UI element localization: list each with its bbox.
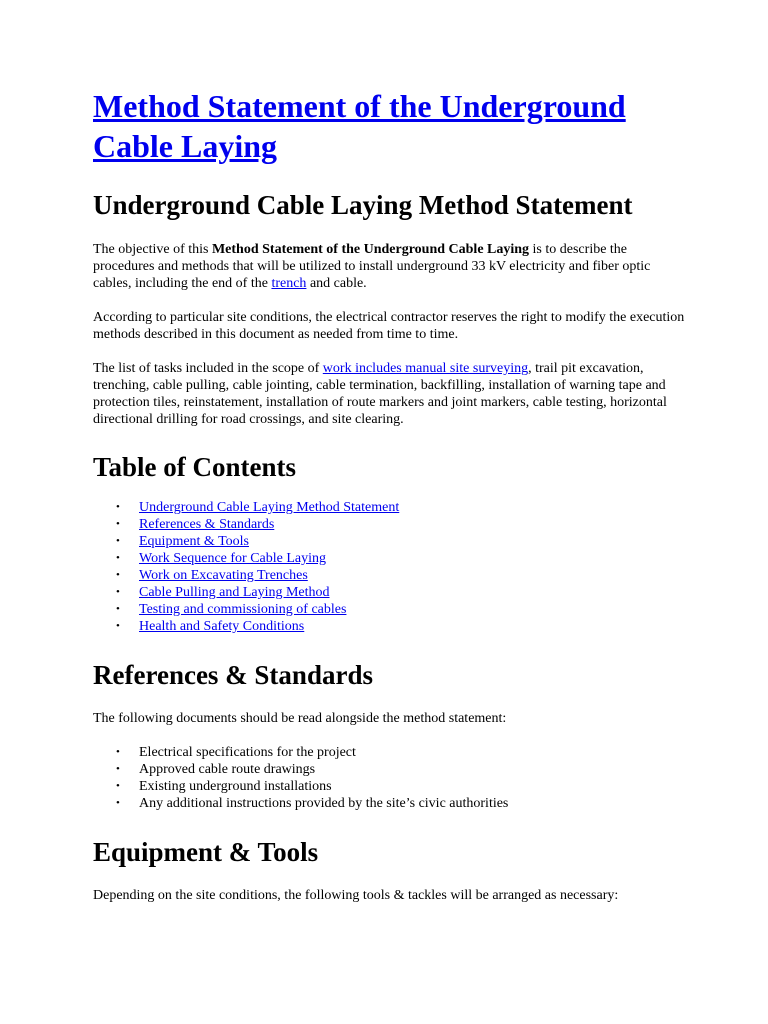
reference-item	[93, 761, 688, 778]
references-list	[93, 744, 688, 812]
toc-item[interactable]	[93, 584, 688, 601]
reference-text: Electrical specifications for the project	[139, 745, 356, 760]
heading-references: References & Standards	[93, 660, 373, 690]
intro-paragraph-3	[93, 360, 688, 428]
toc-link[interactable]: Cable Pulling and Laying Method	[139, 585, 330, 600]
work-scope-link[interactable]: work includes manual site surveying	[322, 361, 529, 376]
toc-link[interactable]: References & Standards	[139, 517, 275, 532]
toc-link[interactable]: Health and Safety Conditions	[139, 619, 305, 634]
bullet-icon: •	[116, 518, 120, 530]
toc-link[interactable]: Work Sequence for Cable Laying	[139, 551, 327, 566]
toc-item[interactable]	[93, 533, 688, 550]
reference-item	[93, 778, 688, 795]
toc-item[interactable]	[93, 601, 688, 618]
document-title	[93, 86, 688, 166]
reference-item	[93, 795, 688, 812]
intro-p3-text-b: , trail pit excavation, trenching, cable pulling, cable jointing, cable termination, backfilling, installation of warning tape and protection tiles, reinstatement, installation of route markers and joint markers, cable testing, horizontal directional drilling for road crossings, and site clearing.	[93, 361, 667, 427]
intro-p1-text-b: is to describe the procedures and methods that will be utilized to install underground 33 kV electricity and fiber optic cables, including the end of the	[93, 242, 651, 291]
intro-p1-text-a: The objective of this	[93, 242, 212, 257]
toc-link[interactable]: Testing and commissioning of cables	[139, 602, 347, 617]
toc-item[interactable]	[93, 499, 688, 516]
bullet-icon: •	[116, 535, 120, 547]
bullet-icon: •	[116, 552, 120, 564]
heading-table-of-contents: Table of Contents	[93, 452, 297, 482]
heading-equipment: Equipment & Tools	[93, 837, 319, 867]
bullet-icon: •	[116, 797, 120, 809]
intro-p1-text-c: and cable.	[306, 276, 367, 291]
toc-item[interactable]	[93, 516, 688, 533]
intro-p1-bold: Method Statement of the Underground Cable Laying	[211, 242, 530, 257]
bullet-icon: •	[116, 780, 120, 792]
toc-item[interactable]	[93, 567, 688, 584]
references-intro: The following documents should be read alongside the method statement:	[93, 711, 507, 726]
toc-link[interactable]: Equipment & Tools	[139, 534, 249, 549]
toc-item[interactable]	[93, 550, 688, 567]
equipment-intro: Depending on the site conditions, the following tools & tackles will be arranged as necessary:	[93, 888, 619, 903]
document-title-link[interactable]: Method Statement of the Underground Cable Laying	[93, 88, 626, 164]
reference-text: Existing underground installations	[139, 779, 332, 794]
heading-main: Underground Cable Laying Method Statement	[93, 190, 633, 220]
toc-item[interactable]	[93, 618, 688, 635]
toc-link[interactable]: Underground Cable Laying Method Statement	[139, 500, 400, 515]
toc-list	[93, 499, 688, 635]
reference-text: Any additional instructions provided by the site’s civic authorities	[139, 796, 509, 811]
intro-paragraph-2: According to particular site conditions, the electrical contractor reserves the right to modify the execution methods described in this document as needed from time to time.	[93, 310, 685, 342]
bullet-icon: •	[116, 569, 120, 581]
bullet-icon: •	[116, 501, 120, 513]
bullet-icon: •	[116, 763, 120, 775]
bullet-icon: •	[116, 603, 120, 615]
reference-text: Approved cable route drawings	[139, 762, 316, 777]
toc-link[interactable]: Work on Excavating Trenches	[139, 568, 308, 583]
bullet-icon: •	[116, 586, 120, 598]
reference-item	[93, 744, 688, 761]
trench-link[interactable]: trench	[271, 276, 307, 291]
intro-p3-text-a: The list of tasks included in the scope of	[93, 361, 323, 376]
intro-paragraph-1	[93, 241, 688, 292]
bullet-icon: •	[116, 620, 120, 632]
bullet-icon: •	[116, 746, 120, 758]
